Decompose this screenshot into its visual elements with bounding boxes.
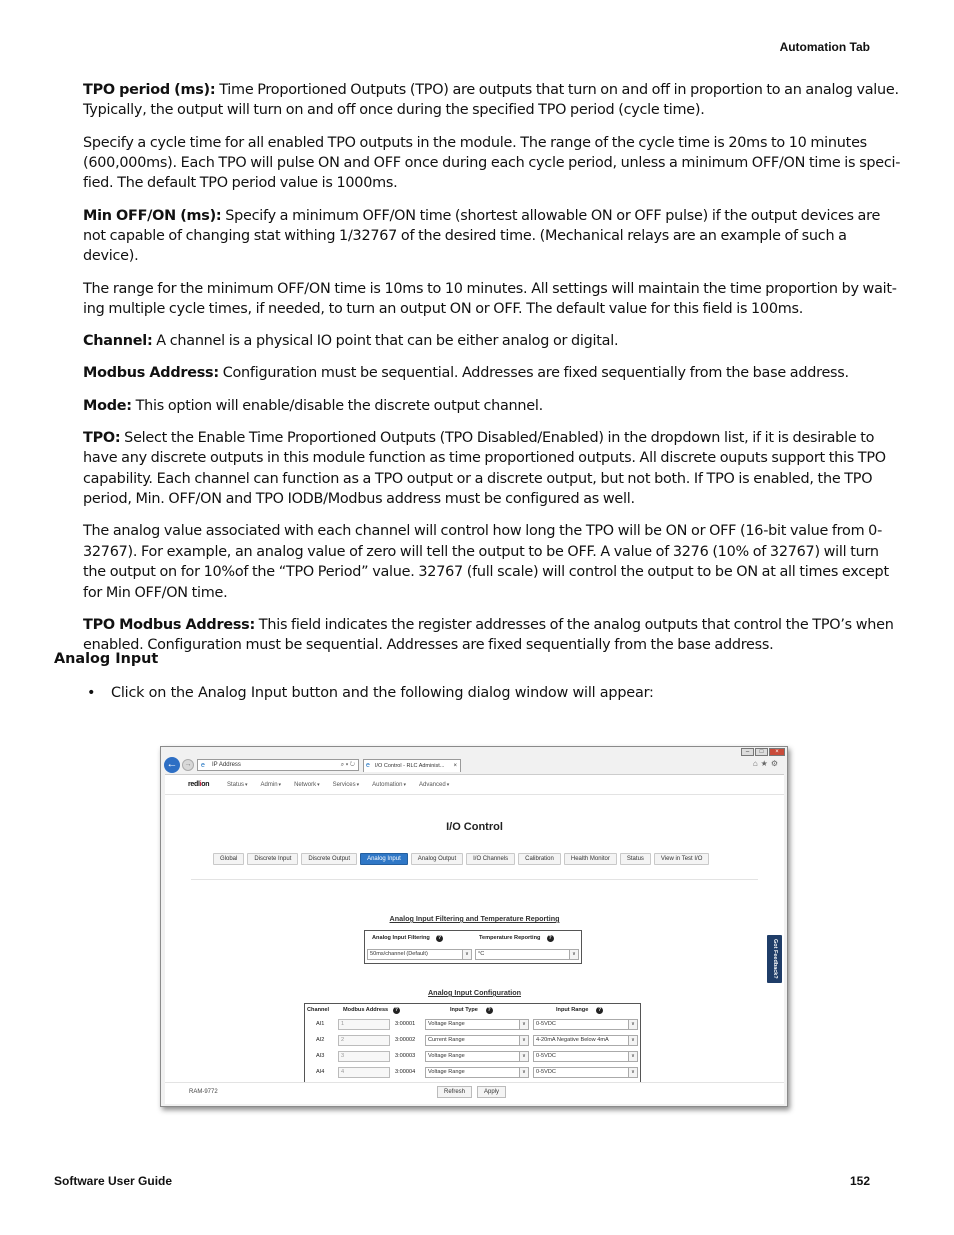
chevron-down-icon: ∨ bbox=[519, 1036, 528, 1045]
footer-title: Software User Guide bbox=[54, 1174, 173, 1188]
help-icon[interactable]: ? bbox=[394, 1007, 398, 1013]
tab-title: I/O Control - RLC Administ... bbox=[375, 763, 445, 769]
back-icon[interactable]: ← bbox=[164, 757, 180, 773]
paragraph-text: Time Proportioned Outputs (TPO) are outputs that turn on and off in proportion to an analog value. Typically, the output will turn on and off once during the specified TPO period (cycle time). bbox=[83, 82, 899, 119]
paragraph-lead: Channel: bbox=[83, 333, 153, 350]
url-input[interactable] bbox=[197, 759, 359, 771]
paragraph bbox=[83, 133, 901, 194]
modbus-index-field[interactable]: 1 bbox=[338, 1019, 390, 1030]
chevron-down-icon: ∨ bbox=[462, 950, 471, 959]
chevron-down-icon: ∨ bbox=[569, 950, 578, 959]
modbus-index-field[interactable]: 4 bbox=[338, 1067, 390, 1078]
channel-cell: AI2 bbox=[316, 1037, 325, 1043]
address-bar bbox=[161, 757, 787, 773]
paragraph bbox=[83, 615, 901, 656]
filtering-select[interactable]: 50ms/channel (Default) ∨ bbox=[367, 949, 472, 960]
paragraph bbox=[83, 521, 901, 603]
filtering-heading: Analog Input Filtering and Temperature Reporting bbox=[389, 914, 560, 923]
divider bbox=[191, 879, 758, 880]
paragraph-lead: TPO Modbus Address: bbox=[83, 616, 255, 633]
input-range-select[interactable] bbox=[533, 1051, 638, 1062]
input-range-value: 0-5VDC bbox=[536, 1069, 556, 1075]
input-type-select[interactable] bbox=[425, 1051, 529, 1062]
paragraph-lead: Min OFF/ON (ms): bbox=[83, 207, 222, 224]
input-type-select[interactable] bbox=[425, 1067, 529, 1078]
config-heading: Analog Input Configuration bbox=[427, 988, 522, 997]
paragraph-lead: Modbus Address: bbox=[83, 365, 219, 382]
input-type-select[interactable] bbox=[425, 1019, 529, 1030]
footer-divider bbox=[165, 1082, 784, 1083]
web-page bbox=[165, 774, 784, 1104]
col-input-type: Input Type ? bbox=[450, 1007, 491, 1013]
input-type-value: Voltage Range bbox=[428, 1069, 465, 1075]
top-nav bbox=[165, 775, 784, 795]
col-input-range: Input Range ? bbox=[556, 1007, 602, 1013]
filtering-table bbox=[364, 930, 582, 964]
url-text: IP Address bbox=[212, 762, 241, 768]
help-icon[interactable]: ? bbox=[487, 1007, 491, 1013]
input-range-value: 0-5VDC bbox=[536, 1053, 556, 1059]
modbus-index-field[interactable]: 2 bbox=[338, 1035, 390, 1046]
filtering-header: Analog Input Filtering ? bbox=[372, 935, 442, 941]
bullet-dot: • bbox=[87, 685, 96, 701]
nav-item[interactable]: Advanced ▾ bbox=[419, 782, 449, 788]
col-modbus: Modbus Address ? bbox=[343, 1007, 398, 1013]
tab-health-monitor[interactable]: Health Monitor bbox=[564, 853, 617, 865]
paragraph-text: Select the Enable Time Proportioned Outputs (TPO Disabled/Enabled) in the dropdown list, if it is desirable to have any discrete outputs in this module function as time proportioned outputs. All discrete ouputs support this TPO capability. Each channel can function as a TPO output or a discrete output, but not both. If TPO is enabled, the TPO period, Min. OFF/ON and TPO IODB/Modbus address must be configured as well. bbox=[83, 429, 886, 508]
paragraph-lead: TPO period (ms): bbox=[83, 82, 216, 98]
nav-menu bbox=[227, 782, 449, 788]
chevron-down-icon: ∨ bbox=[519, 1020, 528, 1029]
tab-analog-input[interactable]: Analog Input bbox=[360, 853, 408, 865]
paragraph-text: The analog value associated with each channel will control how long the TPO will be ON or OFF (16-bit value from 0-32767). For example, an analog value of zero will tell the output to be OFF. A value of 3276 (10% of 32767) will turn the output on for 10%of the “TPO Period” value. 32767 (full scale) will control the output to be ON at all times except for Min OFF/ON time. bbox=[83, 523, 889, 601]
feedback-button[interactable]: Got Feedback? bbox=[767, 935, 782, 983]
modbus-address-cell: 3:00002 bbox=[395, 1037, 416, 1043]
nav-item[interactable]: Status ▾ bbox=[227, 782, 248, 788]
paragraph bbox=[83, 331, 901, 351]
chevron-down-icon: ∨ bbox=[519, 1068, 528, 1077]
channel-cell: AI3 bbox=[316, 1053, 325, 1059]
tab-close-icon[interactable]: × bbox=[453, 763, 457, 769]
bullet-text: Click on the Analog Input button and the following dialog window will appear: bbox=[111, 685, 654, 701]
browser-tool-icons[interactable]: ⌂★⚙ bbox=[752, 759, 781, 768]
nav-item[interactable]: Services ▾ bbox=[333, 782, 360, 788]
tab-calibration[interactable]: Calibration bbox=[518, 853, 561, 865]
modbus-index-field[interactable]: 3 bbox=[338, 1051, 390, 1062]
input-range-value: 0-5VDC bbox=[536, 1021, 556, 1027]
nav-item[interactable]: Automation ▾ bbox=[372, 782, 406, 788]
tab-view-in-test-i-o[interactable]: View in Test I/O bbox=[654, 853, 709, 865]
config-table bbox=[304, 1003, 641, 1083]
temperature-header: Temperature Reporting ? bbox=[479, 935, 552, 941]
chevron-down-icon: ∨ bbox=[628, 1068, 637, 1077]
paragraph-lead: TPO: bbox=[83, 429, 121, 446]
paragraph-text: This option will enable/disable the discrete output channel. bbox=[131, 397, 543, 414]
paragraph bbox=[83, 428, 901, 510]
modbus-address-cell: 3:00004 bbox=[395, 1069, 416, 1075]
paragraph-text: Specify a cycle time for all enabled TPO outputs in the module. The range of the cycle time is 20ms to 10 minutes (600,000ms). Each TPO will pulse ON and OFF once during each cycle period, unless a minimum OFF/ON time is speci-fied. The default TPO period value is 1000ms. bbox=[83, 134, 901, 192]
url-controls[interactable]: ⌕ ▾ ↻ bbox=[340, 762, 355, 768]
browser-tab[interactable] bbox=[363, 759, 461, 772]
forward-icon[interactable]: → bbox=[182, 759, 194, 771]
chevron-down-icon: ∨ bbox=[628, 1036, 637, 1045]
input-range-select[interactable] bbox=[533, 1035, 638, 1046]
paragraph bbox=[83, 279, 901, 320]
tab-status[interactable]: Status bbox=[620, 853, 651, 865]
paragraph-text: The range for the minimum OFF/ON time is 10ms to 10 minutes. All settings will maintain the time proportion by wait-ing multiple cycle times, if needed, to turn an output ON or OFF. The default value for this field is 100ms. bbox=[83, 280, 897, 318]
dialog-screenshot bbox=[160, 746, 788, 1107]
help-icon[interactable]: ? bbox=[437, 935, 442, 941]
tab-i-o-channels[interactable]: I/O Channels bbox=[466, 853, 515, 865]
help-icon[interactable]: ? bbox=[598, 1007, 602, 1013]
chevron-down-icon: ∨ bbox=[628, 1020, 637, 1029]
io-tabs bbox=[213, 853, 709, 865]
section-heading: Analog Input bbox=[54, 651, 159, 667]
paragraph-text: Configuration must be sequential. Addresses are fixed sequentially from the base address. bbox=[218, 365, 849, 382]
ie-tab-icon: e bbox=[366, 762, 370, 769]
ie-icon: e bbox=[201, 762, 205, 769]
input-type-value: Current Range bbox=[428, 1037, 465, 1043]
channel-cell: AI1 bbox=[316, 1021, 325, 1027]
input-type-select[interactable] bbox=[425, 1035, 529, 1046]
tab-analog-output[interactable]: Analog Output bbox=[411, 853, 463, 865]
nav-item[interactable]: Network ▾ bbox=[294, 782, 320, 788]
paragraph bbox=[83, 363, 901, 383]
close-window-icon[interactable]: × bbox=[769, 748, 785, 756]
paragraph bbox=[83, 206, 901, 267]
channel-cell: AI4 bbox=[316, 1069, 325, 1075]
modbus-address-cell: 3:00001 bbox=[395, 1021, 416, 1027]
apply-button[interactable]: Apply bbox=[477, 1086, 506, 1098]
temperature-select[interactable]: °C ∨ bbox=[475, 949, 579, 960]
input-range-value: 4-20mA Negative Below 4mA bbox=[536, 1037, 609, 1043]
help-icon[interactable]: ? bbox=[548, 935, 552, 941]
chevron-down-icon: ∨ bbox=[519, 1052, 528, 1061]
modbus-address-cell: 3:00003 bbox=[395, 1053, 416, 1059]
redlion-logo: redlion bbox=[188, 781, 210, 788]
model-number: RAM-9772 bbox=[189, 1089, 218, 1095]
window-controls bbox=[741, 748, 785, 756]
input-type-value: Voltage Range bbox=[428, 1021, 465, 1027]
page-number: 152 bbox=[849, 1174, 870, 1188]
tab-discrete-output[interactable]: Discrete Output bbox=[301, 853, 357, 865]
tab-global[interactable]: Global bbox=[213, 853, 244, 865]
maximize-icon[interactable]: □ bbox=[755, 748, 768, 756]
input-type-value: Voltage Range bbox=[428, 1053, 465, 1059]
chevron-down-icon: ∨ bbox=[628, 1052, 637, 1061]
paragraph-text: This field indicates the register addresses of the analog outputs that control the TPO’s when enabled. Configuration must be sequential. Addresses are fixed sequentially from the base address. bbox=[83, 616, 894, 654]
col-channel: Channel bbox=[307, 1007, 330, 1013]
tab-discrete-input[interactable]: Discrete Input bbox=[247, 853, 298, 865]
paragraph-lead: Mode: bbox=[83, 397, 132, 414]
running-header: Automation Tab bbox=[779, 40, 870, 54]
input-range-select[interactable] bbox=[533, 1019, 638, 1030]
nav-item[interactable]: Admin ▾ bbox=[261, 782, 282, 788]
paragraph bbox=[83, 396, 901, 416]
refresh-button[interactable]: Refresh bbox=[437, 1086, 472, 1098]
paragraph-text: Specify a minimum OFF/ON time (shortest allowable ON or OFF pulse) if the output devices are not capable of changing stat withing 1/32767 of the desired time. (Mechanical relays are an example of such a device). bbox=[83, 207, 881, 265]
minimize-icon[interactable]: – bbox=[741, 748, 754, 756]
paragraph bbox=[83, 80, 901, 121]
body-text bbox=[83, 80, 901, 667]
page-title: I/O Control bbox=[446, 821, 503, 833]
paragraph-text: A channel is a physical IO point that can be either analog or digital. bbox=[152, 333, 619, 350]
input-range-select[interactable] bbox=[533, 1067, 638, 1078]
